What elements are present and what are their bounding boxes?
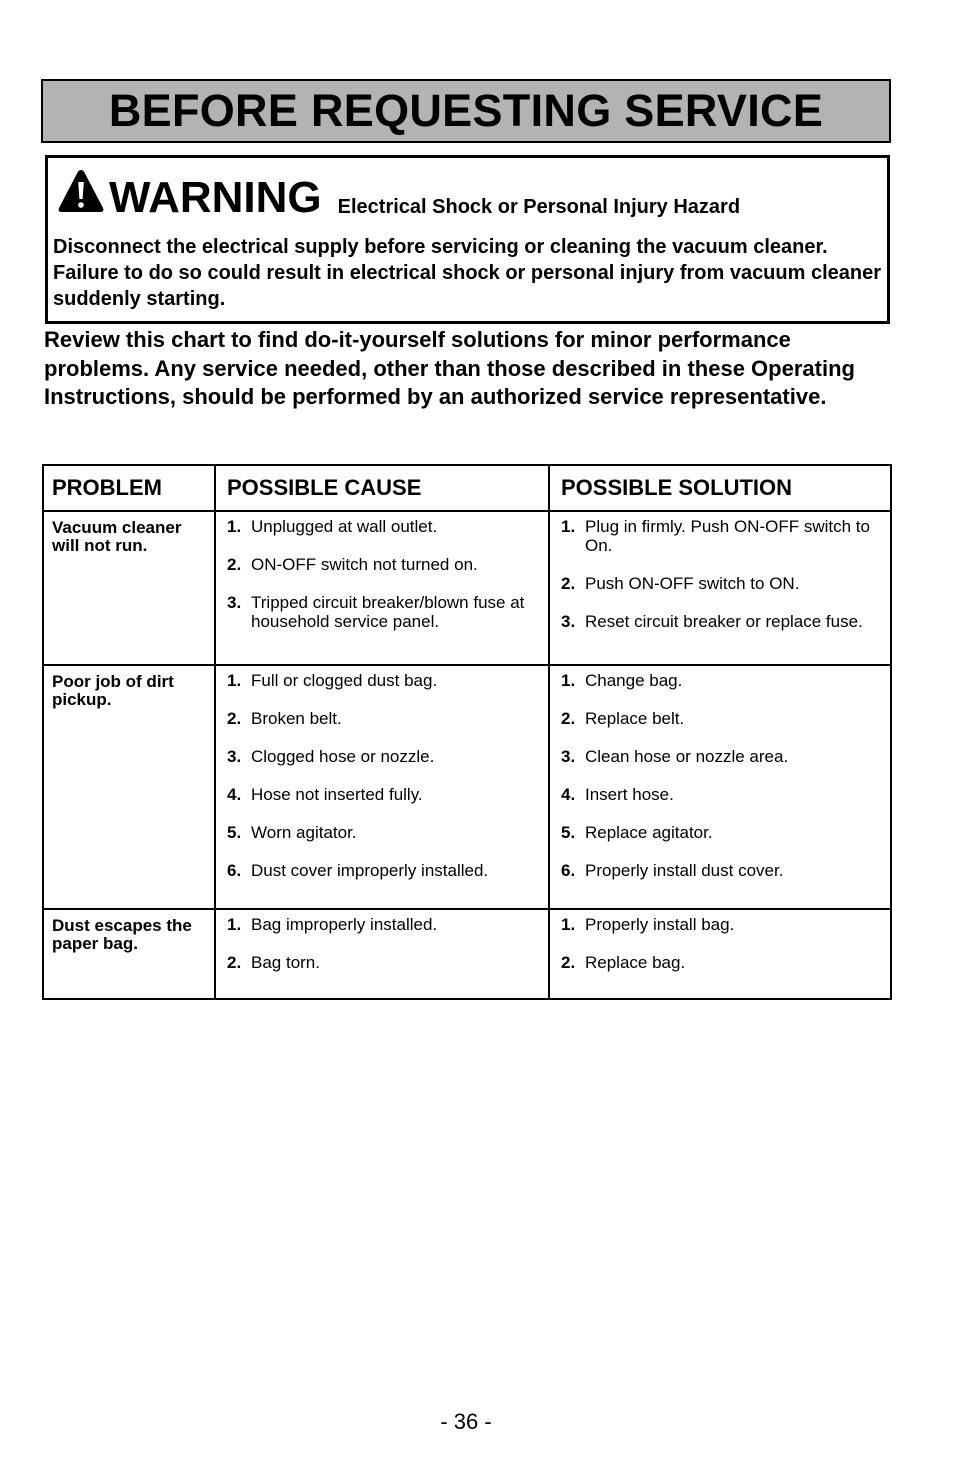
title-bar [41, 79, 891, 143]
cause-item: 3. Clogged hose or nozzle. [227, 747, 435, 766]
solution-item: 1. Properly install bag. [561, 915, 735, 934]
solution-item: 2. Replace bag. [561, 953, 686, 972]
cause-item: 2. ON-OFF switch not turned on. [227, 555, 478, 574]
header-problem: PROBLEM [43, 465, 215, 511]
page-number: - 36 - [440, 1409, 492, 1434]
cause-item: 3. Tripped circuit breaker/blown fuse at household service panel. [227, 593, 525, 631]
solution-item: 1. Plug in firmly. Push ON-OFF switch to On. [561, 517, 870, 555]
cause-item: 1. Unplugged at wall outlet. [227, 517, 438, 536]
warning-body: Disconnect the electrical supply before servicing or cleaning the vacuum cleaner. Failure to do so could result in electrical shock or personal injury from vacuum cleaner suddenly starting. [53, 236, 882, 310]
solution-item: 3. Reset circuit breaker or replace fuse. [561, 612, 863, 631]
problem-text: Dust escapes the paper bag. [52, 916, 192, 953]
problem-text: Vacuum cleaner will not run. [52, 518, 182, 555]
warning-hazard: Electrical Shock or Personal Injury Hazard [337, 196, 741, 218]
solution-item: 3. Clean hose or nozzle area. [561, 747, 789, 766]
cause-item: 4. Hose not inserted fully. [227, 785, 423, 804]
warning-box [45, 155, 890, 324]
page-title: BEFORE REQUESTING SERVICE [108, 85, 824, 136]
problem-cell [43, 665, 215, 909]
table-header-row [43, 465, 891, 511]
warning-triangle-icon [57, 168, 105, 214]
problem-cell [43, 909, 215, 999]
solution-item: 2. Replace belt. [561, 709, 685, 728]
table-row [43, 665, 891, 909]
solution-cell [549, 909, 891, 999]
problem-text: Poor job of dirt pickup. [52, 672, 174, 709]
cause-item: 5. Worn agitator. [227, 823, 357, 842]
solution-item: 5. Replace agitator. [561, 823, 713, 842]
warning-word: WARNING [109, 173, 322, 222]
solution-item: 2. Push ON-OFF switch to ON. [561, 574, 800, 593]
cause-cell [215, 909, 549, 999]
solution-cell [549, 665, 891, 909]
solution-item: 1. Change bag. [561, 671, 683, 690]
solution-item: 4. Insert hose. [561, 785, 674, 804]
header-cause: POSSIBLE CAUSE [215, 465, 549, 511]
troubleshooting-table [42, 464, 892, 1000]
header-solution: POSSIBLE SOLUTION [549, 465, 891, 511]
problem-cell [43, 511, 215, 665]
solution-item: 6. Properly install dust cover. [561, 861, 784, 880]
table-row [43, 909, 891, 999]
cause-item: 6. Dust cover improperly installed. [227, 861, 489, 880]
cause-item: 1. Bag improperly installed. [227, 915, 438, 934]
cause-cell [215, 511, 549, 665]
cause-item: 2. Bag torn. [227, 953, 320, 972]
intro-paragraph: Review this chart to find do-it-yourself solutions for minor performance problems. Any service needed, other than those described in these Operating Instructions, should be performed by an authorized service representative. [44, 327, 855, 409]
table-row [43, 511, 891, 665]
cause-cell [215, 665, 549, 909]
cause-item: 1. Full or clogged dust bag. [227, 671, 438, 690]
solution-cell [549, 511, 891, 665]
warning-header [57, 166, 740, 220]
cause-item: 2. Broken belt. [227, 709, 342, 728]
